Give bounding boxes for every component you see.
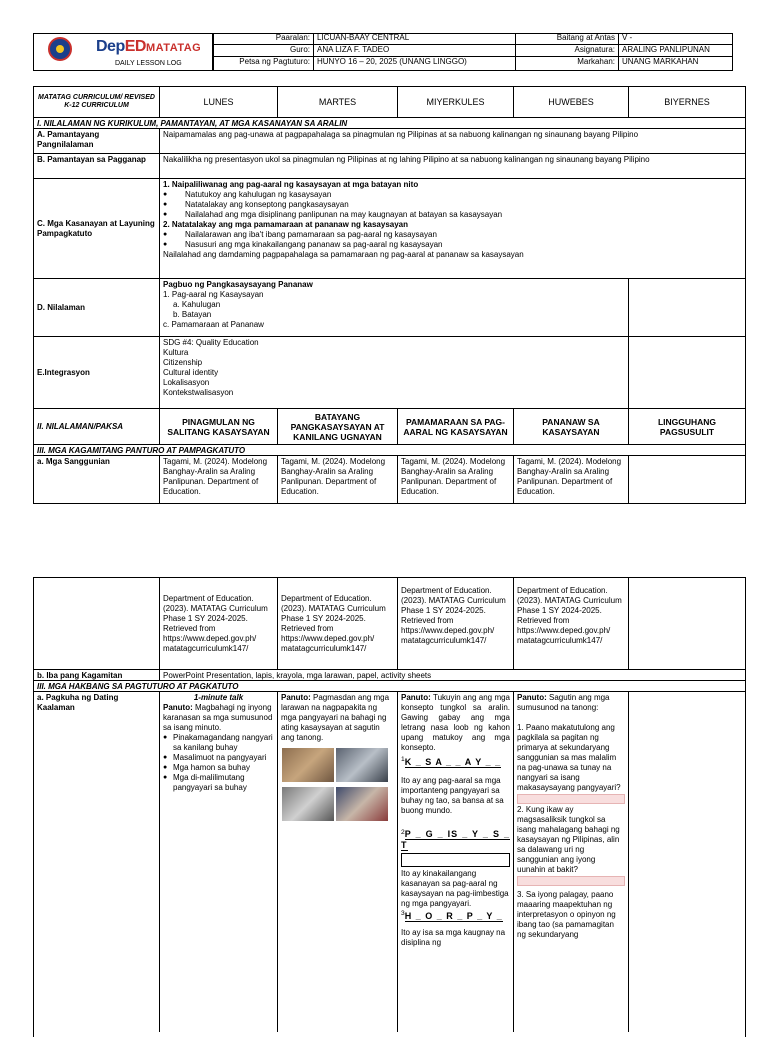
integrasyon-label: E.Integrasyon xyxy=(34,337,160,409)
kasanayan-1c: ● Nailalahad ang mga disiplinang panlipunan na may kaugnayan at batayan sa kasaysayan xyxy=(163,210,742,220)
word-puzzle-3: H _ O _ R _ P _ Y _ xyxy=(404,910,503,921)
answer-box[interactable] xyxy=(401,853,510,867)
deped-ref-huwebes: Department of Education. (2023). MATATAG Curriculum Phase 1 SY 2024-2025. Retrieved from https://www.deped.gov.ph/ matatagcurriculumk147/ xyxy=(514,578,629,670)
dating-kaalaman-miyerkules xyxy=(398,692,514,1032)
section-3-heading: III. MGA KAGAMITANG PANTURO AT PAMPAGKATUTO xyxy=(34,445,745,456)
day-lunes: LUNES xyxy=(160,87,278,118)
word-def-2: Ito ay kinakailangang kasanayan sa pag-aaral ng kasaysayan na pag-iimbestiga ng mga pangyayari. xyxy=(401,869,509,909)
sanggunian-martes: Tagami, M. (2024). Modelong Banghay-Aralin sa Araling Panlipunan. Department of Education. xyxy=(278,456,398,503)
kasanayan-3: Nailalahad ang damdaming pagpapahalaga sa pamamaraan ng pag-aaral at pananaw sa kasaysayan xyxy=(163,250,524,259)
panuto-label: Panuto: xyxy=(401,693,431,702)
nilalaman-label: D. Nilalaman xyxy=(34,279,160,337)
sanggunian-biyernes xyxy=(629,456,745,503)
deped-seal-icon xyxy=(48,37,72,61)
integrasyon-item: Citizenship xyxy=(163,358,203,367)
baitang-value: V - xyxy=(618,33,733,45)
integrasyon-empty xyxy=(629,337,745,409)
matatag-logo: MATATAG xyxy=(146,42,202,54)
history-photo xyxy=(336,748,388,782)
tanong-instruction: Sagutin ang mga sumusunod na tanong: xyxy=(517,693,610,712)
sanggunian-miyerkules: Tagami, M. (2024). Modelong Banghay-Aralin sa Araling Panlipunan. Department of Education. xyxy=(398,456,514,503)
paaralan-label: Paaralan: xyxy=(213,33,313,45)
kasanayan-1: 1. Naipaliliwanag ang pag-aaral ng kasaysayan at mga batayan nito xyxy=(163,180,419,189)
topic-huwebes: PANANAW SA KASAYSAYAN xyxy=(514,409,629,445)
doc-type: DAILY LESSON LOG xyxy=(115,60,182,67)
day-miyerkules: MIYERKULES xyxy=(398,87,514,118)
section-1-heading: I. NILALAMAN NG KURIKULUM, PAMANTAYAN, AT MGA KASANAYAN SA ARALIN xyxy=(34,118,745,129)
word-number: 2 xyxy=(401,828,405,836)
kasanayan-2a: ● Nailalarawan ang iba't ibang pamamaraan sa pag-aaral ng kasaysayan xyxy=(163,230,742,240)
minute-talk-item: ● Pinakamagandang nangyari sa kanilang buhay xyxy=(163,733,274,753)
kasanayan-1b: ● Natatalakay ang konseptong pangkasaysayan xyxy=(163,200,742,210)
pamantayan-pagganap-label: B. Pamantayan sa Pagganap xyxy=(34,154,160,179)
dating-kaalaman-martes xyxy=(278,692,398,1032)
petsa-label: Petsa ng Pagtuturo: xyxy=(213,57,313,71)
answer-line[interactable] xyxy=(517,876,625,886)
dating-kaalaman-huwebes xyxy=(514,692,629,1032)
nilalaman-item-1b: b. Batayan xyxy=(173,310,212,319)
history-photo xyxy=(336,787,388,821)
integrasyon-item: SDG #4: Quality Education xyxy=(163,338,259,347)
pamantayang-pangnilalaman-text: Naipamamalas ang pag-unawa at pagpapahalaga sa pinagmulan ng Pilipinas at sa nabuong kalinangan ng sinaunang bayang Pilipino xyxy=(160,129,745,154)
sanggunian-cont-label xyxy=(34,578,160,670)
nilalaman-title: Pagbuo ng Pangkasaysayang Pananaw xyxy=(163,280,313,289)
panuto-label: Panuto: xyxy=(281,693,311,702)
word-def-3: Ito ay isa sa mga kaugnay na disiplina ng xyxy=(401,927,506,947)
nilalaman-paksa-label: II. NILALAMAN/PAKSA xyxy=(34,409,160,445)
asignatura-label: Asignatura: xyxy=(515,45,618,57)
day-huwebes: HUWEBES xyxy=(514,87,629,118)
sanggunian-label: a. Mga Sanggunian xyxy=(34,456,160,503)
sanggunian-lunes: Tagami, M. (2024). Modelong Banghay-Aralin sa Araling Panlipunan. Department of Education. xyxy=(160,456,278,503)
baitang-label: Baitang at Antas xyxy=(515,33,618,45)
markahan-label: Markahan: xyxy=(515,57,618,71)
minute-talk-item: ● Masalimuot na pangyayari xyxy=(163,753,274,763)
deped-ref-biyernes xyxy=(629,578,745,670)
integrasyon-content xyxy=(160,337,629,409)
minute-talk-item: ● Mga di-malilimutang pangyayari sa buhay xyxy=(163,773,274,793)
kasanayan-2b: ● Nasusuri ang mga kinakailangang pananaw sa pag-aaral ng kasaysayan xyxy=(163,240,742,250)
word-number: 1 xyxy=(401,756,405,763)
integrasyon-item: Cultural identity xyxy=(163,368,219,377)
curriculum-label: MATATAG CURRICULUM/ REVISED K-12 CURRICULUM xyxy=(34,87,160,118)
section-3b-heading: III. MGA HAKBANG SA PAGTUTURO AT PAGKATUTO xyxy=(34,681,745,692)
nilalaman-empty xyxy=(629,279,745,337)
day-martes: MARTES xyxy=(278,87,398,118)
nilalaman-content xyxy=(160,279,629,337)
paaralan-value: LICUAN-BAAY CENTRAL xyxy=(313,33,515,45)
panuto-label: Panuto: xyxy=(163,703,193,712)
topic-miyerkules: PAMAMARAAN SA PAG-AARAL NG KASAYSAYAN xyxy=(398,409,514,445)
tanong-3: 3. Sa iyong palagay, paano maaaring maapektuhan ng interpretasyon o opinyon ng ibang tao (sa pamamagitan ng sekundaryang xyxy=(517,890,616,939)
nilalaman-item-c: c. Pamamaraan at Pananaw xyxy=(163,320,264,329)
kasanayan-2: 2. Natatalakay ang mga pamamaraan at pananaw ng kasaysayan xyxy=(163,220,409,229)
panuto-label: Panuto: xyxy=(517,693,547,702)
word-def-1: Ito ay ang pag-aaral sa mga importanteng pangyayari sa buhay ng tao, sa bansa at sa buong mundo. xyxy=(401,775,504,815)
deped-ref-martes: Department of Education. (2023). MATATAG Curriculum Phase 1 SY 2024-2025. Retrieved from https://www.deped.gov.ph/ matatagcurriculumk147/ xyxy=(278,578,398,670)
tanong-2: 2. Kung ikaw ay magsasaliksik tungkol sa isang mahalagang bahagi ng kasaysayan ng Pilipinas, alin sa dalawang uri ng sanggunian ang iyong uunahin at bakit? xyxy=(517,805,620,874)
tanong-1: 1. Paano makatutulong ang pagkilala sa pagitan ng primarya at sekundaryang sanggunian sa mas malalim na pag-unawa sa tunay na nangyari sa isang makasaysayang pangyayari? xyxy=(517,723,621,792)
deped-logo: DepED xyxy=(96,38,146,55)
kasanayan-1a: ● Natutukoy ang kahulugan ng kasaysayan xyxy=(163,190,742,200)
topic-biyernes: LINGGUHANG PAGSUSULIT xyxy=(629,409,745,445)
answer-line[interactable] xyxy=(517,794,625,804)
kasanayan-content xyxy=(160,179,745,279)
iba-kagamitan-text: PowerPoint Presentation, lapis, krayola, mga larawan, papel, activity sheets xyxy=(160,670,745,681)
konsepto-instruction: Tukuyin ang ang mga konsepto tungkol sa aralin. Gawing gabay ang mga letrang nasa loob ng kahon upang matukoy ang mga konsepto. xyxy=(401,693,510,752)
integrasyon-item: Kultura xyxy=(163,348,189,357)
pamantayan-pagganap-text: Nakalilikha ng presentasyon ukol sa pinagmulan ng Pilipinas at ng lahing Pilipino at sa nabuong kalinangan ng sinaunang bayang Pilipino xyxy=(160,154,745,179)
larawan-instruction: Pagmasdan ang mga larawan na nagpapakita ng mga pangyayari na bahagi ng ating kasaysayan at sagutin ang tanong. xyxy=(281,693,390,742)
deped-ref-lunes: Department of Education. (2023). MATATAG Curriculum Phase 1 SY 2024-2025. Retrieved from https://www.deped.gov.ph/ matatagcurriculumk147/ xyxy=(160,578,278,670)
lesson-table-page2 xyxy=(33,577,746,1037)
guro-label: Guro: xyxy=(213,45,313,57)
minute-talk-title: 1-minute talk xyxy=(193,693,244,702)
iba-kagamitan-label: b. Iba pang Kagamitan xyxy=(34,670,160,681)
pamantayang-pangnilalaman-label: A. Pamantayang Pangnilalaman xyxy=(34,129,160,154)
history-photo xyxy=(282,748,334,782)
day-biyernes: BIYERNES xyxy=(629,87,745,118)
asignatura-value: ARALING PANLIPUNAN xyxy=(618,45,733,57)
nilalaman-item-1: 1. Pag-aaral ng Kasaysayan xyxy=(163,290,264,299)
lesson-table-page1 xyxy=(33,86,746,504)
minute-talk-instruction: Magbahagi ng inyong karanasan sa mga sumusunod sa isang minuto. xyxy=(163,703,273,732)
deped-ref-miyerkules: Department of Education. (2023). MATATAG Curriculum Phase 1 SY 2024-2025. Retrieved from https://www.deped.gov.ph/ matatagcurriculumk147/ xyxy=(398,578,514,670)
topic-lunes: PINAGMULAN NG SALITANG KASAYSAYAN xyxy=(160,409,278,445)
history-photo xyxy=(282,787,334,821)
minute-talk-item: ● Mga hamon sa buhay xyxy=(163,763,274,773)
guro-value: ANA LIZA F. TADEO xyxy=(313,45,515,57)
dating-kaalaman-biyernes xyxy=(629,692,745,1032)
dating-kaalaman-label: a. Pagkuha ng Dating Kaalaman xyxy=(34,692,160,1032)
nilalaman-item-1a: a. Kahulugan xyxy=(173,300,221,309)
word-puzzle-1: K _ S A _ _ A Y _ _ xyxy=(404,756,502,767)
sanggunian-huwebes: Tagami, M. (2024). Modelong Banghay-Aralin sa Araling Panlipunan. Department of Education. xyxy=(514,456,629,503)
word-number: 3 xyxy=(401,910,405,918)
integrasyon-item: Lokalisasyon xyxy=(163,378,210,387)
integrasyon-item: Kontekstwalisasyon xyxy=(163,388,234,397)
markahan-value: UNANG MARKAHAN xyxy=(618,57,733,71)
petsa-value: HUNYO 16 – 20, 2025 (UNANG LINGGO) xyxy=(313,57,515,71)
dating-kaalaman-lunes xyxy=(160,692,278,1032)
kasanayan-label: C. Mga Kasanayan at Layuning Pampagkatuto xyxy=(34,179,160,279)
topic-martes: BATAYANG PANGKASAYSAYAN AT KANILANG UGNAYAN xyxy=(278,409,398,445)
word-puzzle-2: P _ G _ IS _ Y _ S _ T xyxy=(401,829,510,851)
